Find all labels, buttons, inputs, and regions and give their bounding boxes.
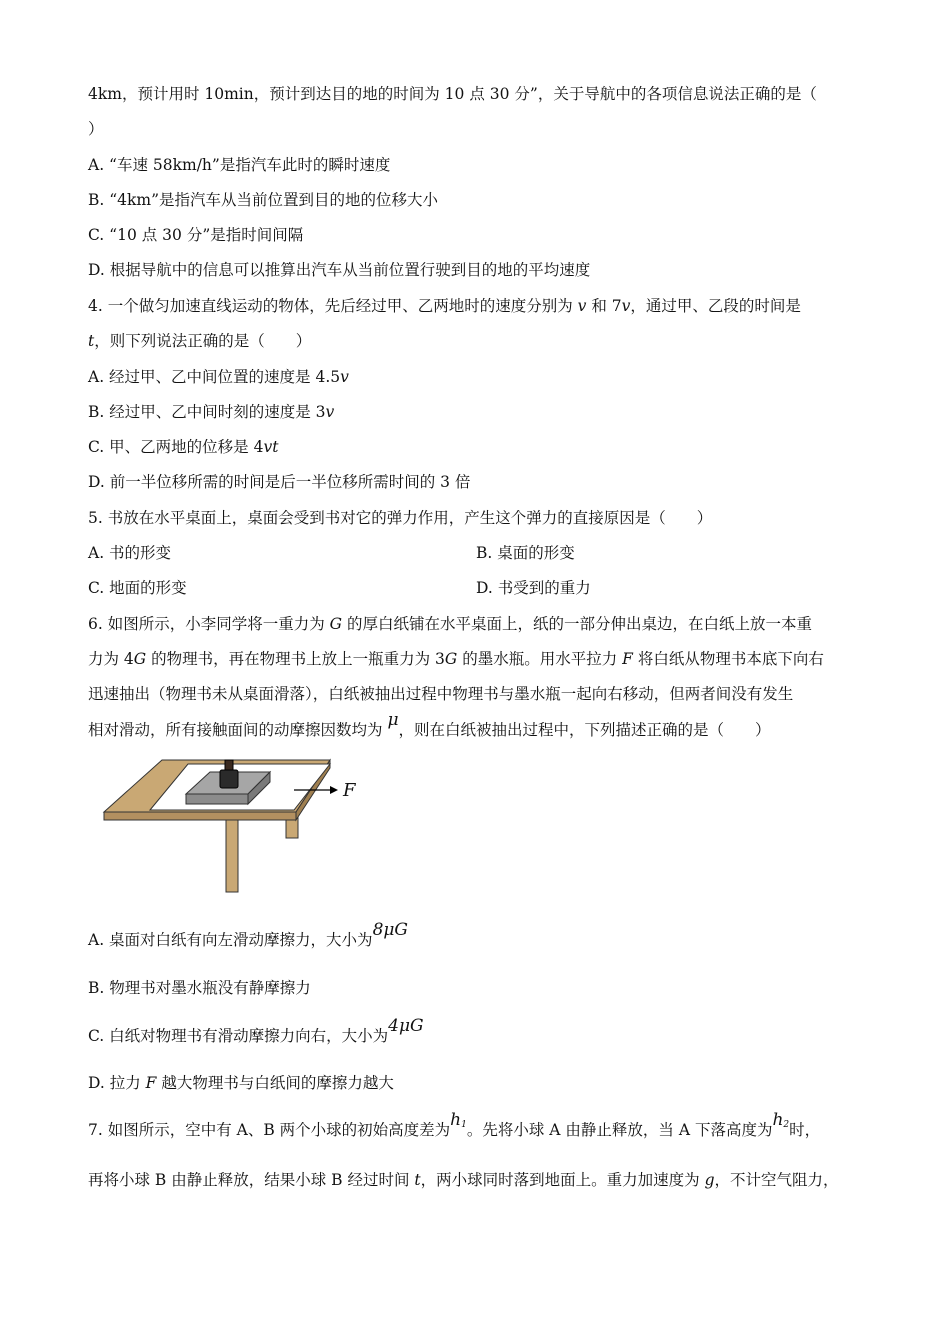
- q6-stem-line3: 迅速抽出（物理书未从桌面滑落），白纸被抽出过程中物理书与墨水瓶一起向右移动，但两者间没有发生: [88, 685, 794, 703]
- q4-var-v2: v: [621, 297, 631, 315]
- q4-option-a-text: A. 经过甲、乙中间位置的速度是 4.5: [88, 368, 341, 386]
- q6-option-a-expr: 8μG: [372, 920, 409, 940]
- q7-stem-line2: [88, 1170, 839, 1190]
- q4-stem-b: 和 7: [586, 297, 622, 315]
- q5-stem: 5. 书放在水平桌面上，桌面会受到书对它的弹力作用，产生这个弹力的直接原因是（ ）: [88, 509, 713, 527]
- q7-h1: h: [450, 1110, 462, 1130]
- q7-l2-c: ，不计空气阻力，: [714, 1171, 839, 1189]
- q7-var-h1: [450, 1110, 467, 1130]
- q6-l2-c: 的墨水瓶。用水平拉力: [457, 650, 623, 668]
- q6-l2-b: 的物理书，再在物理书上放上一瓶重力为 3: [146, 650, 445, 668]
- table-leg-front: [226, 820, 238, 892]
- q5-option-c: C. 地面的形变: [88, 579, 187, 597]
- q7-l2-a: 再将小球 B 由静止释放，结果小球 B 经过时间: [88, 1171, 415, 1189]
- q4-option-a-var: v: [340, 368, 349, 386]
- q3-option-b: B. “4km”是指汽车从当前位置到目的地的位移大小: [88, 191, 439, 209]
- q4-option-b: [88, 402, 334, 422]
- q6-var-f: F: [622, 650, 633, 668]
- q4-option-c: [88, 437, 278, 457]
- q7-l2-b: ，两小球同时落到地面上。重力加速度为: [420, 1171, 705, 1189]
- q7-l1-a: 7. 如图所示，空中有 A、B 两个小球的初始高度差为: [88, 1121, 451, 1139]
- q3-stem-line2: ）: [88, 120, 104, 138]
- q4-option-b-var: v: [325, 403, 335, 421]
- q4-stem-line2: [88, 331, 311, 351]
- q6-var-mu: μ: [387, 710, 399, 730]
- q6-option-b: B. 物理书对墨水瓶没有静摩擦力: [88, 979, 311, 997]
- q6-l2-d: 将白纸从物理书本底下向右: [632, 650, 824, 668]
- q6-option-c-expr: 4μG: [388, 1016, 424, 1036]
- q6-l1-b: 的厚白纸铺在水平桌面上，纸的一部分伸出桌边，在白纸上放一本重: [342, 615, 812, 633]
- q6-var-g2: G: [133, 650, 147, 668]
- force-label: F: [343, 780, 356, 801]
- ink-bottle-cap: [225, 760, 233, 770]
- q4-stem-a: 4. 一个做匀加速直线运动的物体，先后经过甲、乙两地时的速度分别为: [88, 297, 578, 315]
- q6-option-d-f: F: [145, 1074, 157, 1092]
- q5-option-d: D. 书受到的重力: [476, 579, 591, 597]
- q7-stem-line1: [88, 1110, 821, 1143]
- q4-option-b-text: B. 经过甲、乙中间时刻的速度是 3: [88, 403, 326, 421]
- q4-stem-c: ，通过甲、乙段的时间是: [630, 297, 801, 315]
- q6-l4-a: 相对滑动，所有接触面间的动摩擦因数均为: [88, 721, 388, 739]
- q6-option-c-text: C. 白纸对物理书有滑动摩擦力向右，大小为: [88, 1027, 389, 1045]
- q6-var-g3: G: [444, 650, 458, 668]
- q7-var-h2: [772, 1110, 789, 1130]
- q7-l1-b: 。先将小球 A 由静止释放，当 A 下落高度为: [466, 1121, 773, 1139]
- q3-option-d: D. 根据导航中的信息可以推算出汽车从当前位置行驶到目的地的平均速度: [88, 261, 591, 279]
- q6-option-a: [88, 920, 409, 950]
- q6-option-c: [88, 1016, 424, 1046]
- q7-var-t: t: [414, 1171, 421, 1189]
- q6-option-a-text: A. 桌面对白纸有向左滑动摩擦力，大小为: [88, 931, 373, 949]
- q4-option-c-var: vt: [263, 438, 279, 456]
- q3-option-a: A. “车速 58km/h”是指汽车此时的瞬时速度: [88, 156, 391, 174]
- q4-option-c-text: C. 甲、乙两地的位移是 4: [88, 438, 264, 456]
- q4-stem-d: ，则下列说法正确的是（ ）: [94, 332, 312, 350]
- q5-option-b: B. 桌面的形变: [476, 544, 575, 562]
- q6-l4-b: ，则在白纸被抽出过程中，下列描述正确的是（ ）: [398, 721, 771, 739]
- q7-var-g: g: [704, 1171, 715, 1189]
- q6-figure: [98, 752, 368, 894]
- q4-var-v1: v: [577, 297, 587, 315]
- q6-option-d: [88, 1073, 394, 1093]
- q6-stem-line2: [88, 649, 824, 669]
- ink-bottle: [220, 770, 238, 788]
- physics-book-front: [186, 794, 248, 804]
- q4-var-t: t: [88, 332, 95, 350]
- q7-l1-c: 时，: [789, 1121, 821, 1139]
- q6-option-d-a: D. 拉力: [88, 1074, 146, 1092]
- q6-l2-a: 力为 4: [88, 650, 134, 668]
- table-edge: [104, 812, 296, 820]
- q4-option-a: [88, 367, 349, 387]
- q7-h2: h: [772, 1110, 784, 1130]
- q7-h2-sub: 2: [783, 1120, 790, 1130]
- q3-stem-line1: 4km，预计用时 10min，预计到达目的地的时间为 10 点 30 分”，关于导航中的各项信息说法正确的是（: [88, 85, 817, 103]
- q4-option-d: D. 前一半位移所需的时间是后一半位移所需时间的 3 倍: [88, 473, 471, 491]
- q7-h1-sub: 1: [461, 1120, 467, 1130]
- q5-option-a: A. 书的形变: [88, 544, 172, 562]
- q3-option-c: C. “10 点 30 分”是指时间间隔: [88, 226, 304, 244]
- q6-stem-line1: [88, 614, 812, 634]
- q4-stem-line1: [88, 296, 801, 316]
- q6-var-g: G: [329, 615, 343, 633]
- force-arrow-head: [330, 786, 338, 794]
- q6-l1-a: 6. 如图所示，小李同学将一重力为: [88, 615, 330, 633]
- q6-stem-line4: [88, 710, 771, 740]
- q6-option-d-b: 越大物理书与白纸间的摩擦力越大: [156, 1074, 394, 1092]
